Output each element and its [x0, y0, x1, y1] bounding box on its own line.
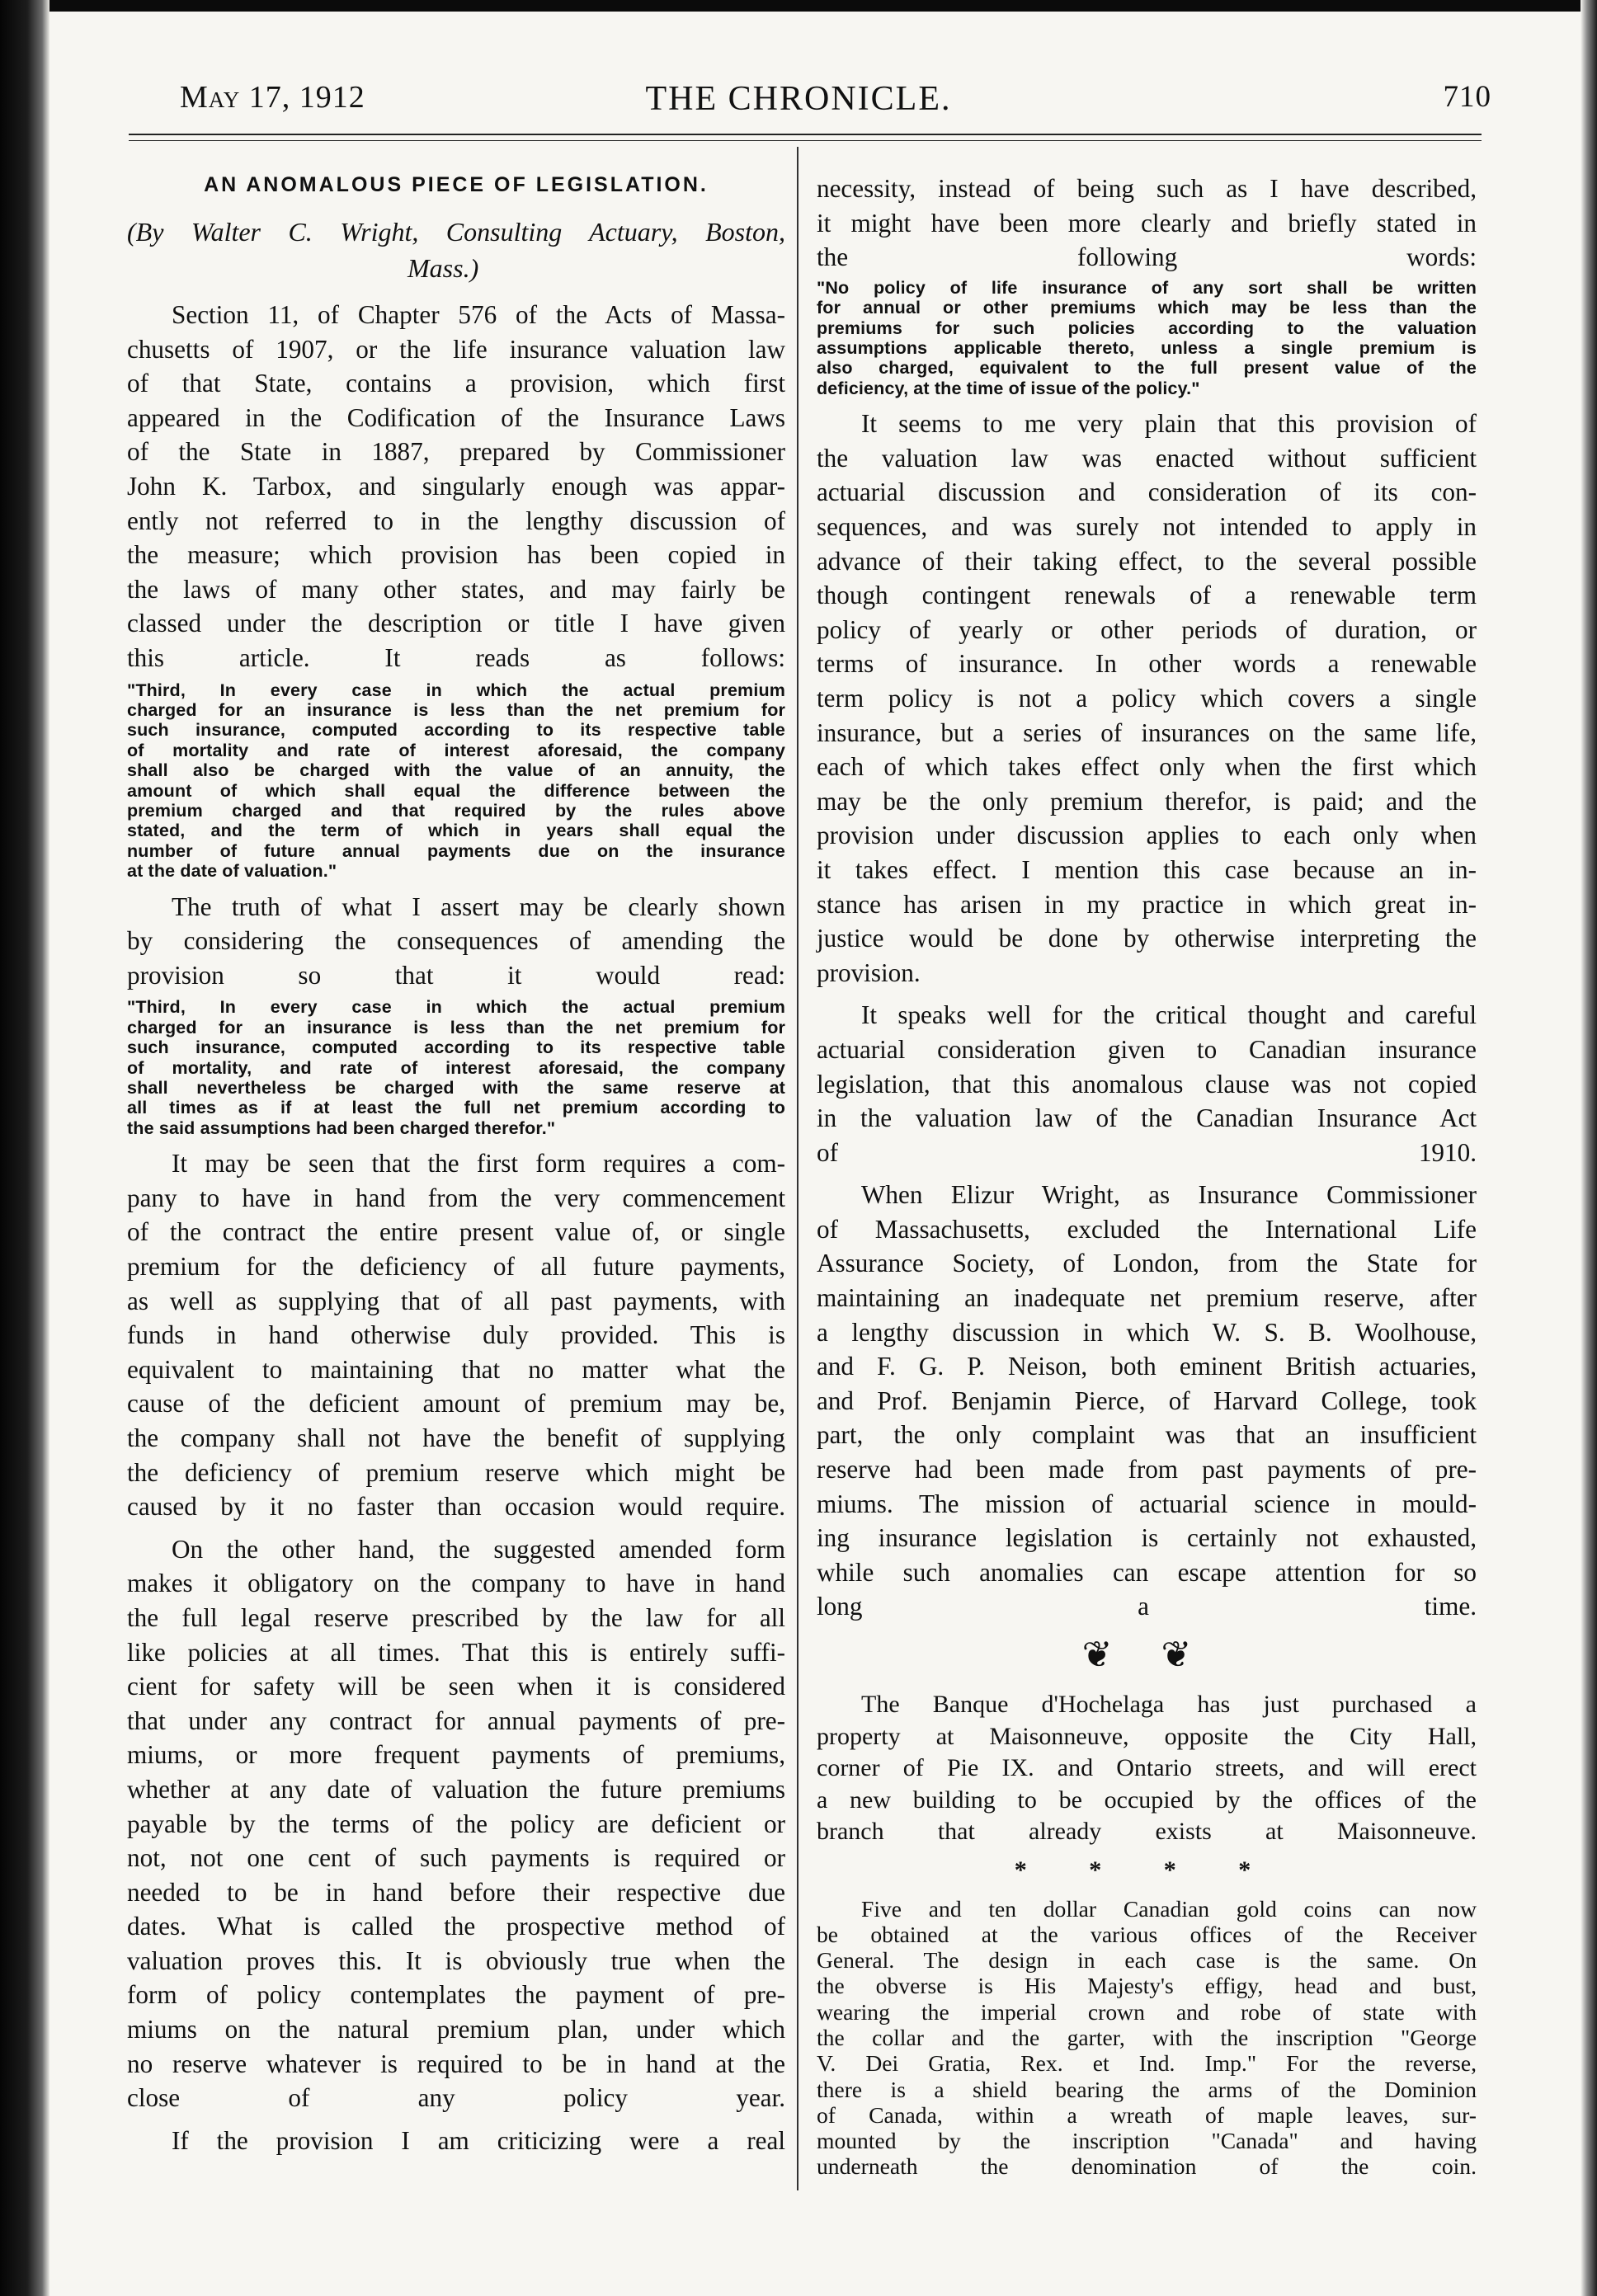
text-line: no reserve whatever is required to be in hand at the	[127, 2049, 785, 2078]
text-line: justice would be done by otherwise interpreting the	[817, 924, 1477, 953]
text-line: shall nevertheless be charged with the same reserve at	[127, 1078, 785, 1098]
text-line: it might have been more clearly and briefly stated in	[817, 208, 1477, 238]
text-line: It seems to me very plain that this provision of	[861, 409, 1477, 439]
text-line: necessity, instead of being such as I have described,	[817, 174, 1477, 203]
section-stars: * * * *	[1014, 1856, 1279, 1884]
text-line: Assurance Society, of London, from the State for	[817, 1249, 1477, 1278]
paragraph-continued	[817, 172, 1477, 275]
text-line: stated, and the term of which in years shall equal the	[127, 821, 785, 841]
text-line: also charged, equivalent to the full present value of the	[817, 358, 1477, 379]
text-line: dates. What is called the prospective method of	[127, 1912, 785, 1941]
text-line: It may be seen that the first form requires a com-	[172, 1149, 785, 1179]
text-line: premium for the deficiency of all future payments,	[127, 1252, 785, 1281]
text-line: stance has arisen in my practice in which great in-	[817, 889, 1477, 919]
text-line: the collar and the garter, with the inscription "George	[817, 2024, 1477, 2050]
text-line: the company shall not have the benefit of supplying	[127, 1423, 785, 1452]
text-line: like policies at all times. That this is entirely suffi-	[127, 1637, 785, 1667]
text-line: in the valuation law of the Canadian Insurance Act	[817, 1103, 1477, 1133]
text-line: V. Dei Gratia, Rex. et Ind. Imp." For the reverse,	[817, 2050, 1477, 2077]
text-line: of Canada, within a wreath of maple leaves, sur-	[817, 2101, 1477, 2128]
section-ornament: ❦ ❦	[1081, 1635, 1212, 1675]
text-line: corner of Pie IX. and Ontario streets, and will erect	[817, 1754, 1477, 1781]
article-title: AN ANOMALOUS PIECE OF LEGISLATION.	[204, 173, 709, 196]
paragraph	[817, 407, 1477, 990]
text-line: property at Maisonneuve, opposite the City Hall,	[817, 1722, 1477, 1750]
text-line: a new building to be occupied by the offices of the	[817, 1786, 1477, 1814]
text-line: General. The design in each case is the same. On	[817, 1947, 1477, 1974]
text-line: branch that already exists at Maisonneuve.	[817, 1818, 1477, 1845]
text-line: the following words:	[817, 242, 1477, 272]
text-line: the laws of many other states, and may fairly be	[127, 574, 785, 604]
text-line: the obverse is His Majesty's effigy, head and bust,	[817, 1973, 1477, 1999]
text-line: of 1910.	[817, 1137, 1477, 1167]
text-line: close of any policy year.	[127, 2083, 785, 2113]
text-line: at the date of valuation."	[127, 861, 337, 882]
text-line: John K. Tarbox, and singularly enough was appar-	[127, 471, 785, 501]
column-divider	[797, 147, 798, 2190]
text-line: ing insurance legislation is certainly not exhausted,	[817, 1523, 1477, 1553]
text-line: of the State in 1887, prepared by Commissioner	[127, 437, 785, 467]
text-line: long a time.	[817, 1592, 1477, 1621]
paragraph	[817, 1178, 1477, 1624]
text-line: term policy is not a policy which covers a single	[817, 683, 1477, 713]
text-line: pany to have in hand from the very commencement	[127, 1183, 785, 1212]
text-line: policy of yearly or other periods of duration, or	[817, 614, 1477, 644]
text-line: It speaks well for the critical thought and careful	[861, 1000, 1477, 1030]
text-line: of the contract the entire present value of, or single	[127, 1217, 785, 1247]
text-line: a lengthy discussion in which W. S. B. Woolhouse,	[817, 1317, 1477, 1347]
text-line: cause of the deficient amount of premium may be,	[127, 1389, 785, 1419]
text-line: miums. The mission of actuarial science in mould-	[817, 1489, 1477, 1518]
text-line: whether at any date of valuation the future premiums	[127, 1774, 785, 1804]
text-line: number of future annual payments due on the insurance	[127, 840, 785, 861]
statute-quote	[127, 680, 785, 882]
text-line: underneath the denomination of the coin.	[817, 2153, 1477, 2180]
text-line: of mortality, and rate of interest aforesaid, the company	[127, 1057, 785, 1078]
text-line: actuarial discussion and consideration of its con-	[817, 478, 1477, 507]
text-line: When Elizur Wright, as Insurance Commissioner	[861, 1180, 1477, 1210]
text-line: premiums for such policies according to the valuation	[817, 318, 1477, 338]
text-line: The Banque d'Hochelaga has just purchased a	[861, 1691, 1477, 1718]
text-line: for annual or other premiums which may be less than the	[817, 298, 1477, 318]
text-line: advance of their taking effect, to the several possible	[817, 546, 1477, 576]
text-line: wearing the imperial crown and robe of state with	[817, 1998, 1477, 2025]
text-line: be obtained at the various offices of the Receiver	[817, 1921, 1477, 1947]
text-line: while such anomalies can escape attention for so	[817, 1557, 1477, 1587]
text-line: this article. It reads as follows:	[127, 642, 785, 672]
scan-edge-top	[0, 0, 1597, 12]
text-line: needed to be in hand before their respective due	[127, 1877, 785, 1907]
amended-quote	[127, 997, 785, 1138]
text-line: reserve had been made from past payments of pre-	[817, 1455, 1477, 1484]
text-line: not, not one cent of such payments is required or	[127, 1843, 785, 1873]
text-line: actuarial consideration given to Canadian insurance	[817, 1034, 1477, 1064]
text-line: makes it obligatory on the company to have in hand	[127, 1569, 785, 1598]
proposed-wording-quote	[817, 278, 1477, 398]
text-line: the full legal reserve prescribed by the law for all	[127, 1602, 785, 1632]
text-line: "Third, In every case in which the actual premium	[127, 997, 785, 1018]
paragraph	[127, 890, 785, 993]
paragraph	[127, 1146, 785, 1524]
text-line: part, the only complaint was that an insufficient	[817, 1420, 1477, 1450]
text-line: miums on the natural premium plan, under which	[127, 2015, 785, 2044]
left-column	[127, 158, 785, 2157]
text-line: and Prof. Benjamin Pierce, of Harvard College, took	[817, 1386, 1477, 1415]
issue-date: May 17, 1912	[180, 80, 365, 115]
article-byline	[127, 214, 785, 286]
text-line: of that State, contains a provision, which first	[127, 369, 785, 398]
text-line: such insurance, computed according to its respective table	[127, 720, 785, 741]
text-line: premium charged and that required by the rules above	[127, 800, 785, 821]
text-line: "Third, In every case in which the actual premium	[127, 680, 785, 700]
text-line: there is a shield bearing the arms of the Dominion	[817, 2076, 1477, 2102]
text-line: and F. G. P. Neison, both eminent British actuaries,	[817, 1352, 1477, 1381]
text-line: insurance, but a series of insurances on the same life,	[817, 718, 1477, 747]
text-line: "No policy of life insurance of any sort shall be written	[817, 277, 1477, 298]
text-line: such insurance, computed according to its respective table	[127, 1037, 785, 1058]
text-line: of Massachusetts, excluded the International Life	[817, 1214, 1477, 1244]
text-line: charged for an insurance is less than the net premium for	[127, 1017, 785, 1037]
scan-edge-right	[1581, 0, 1597, 2296]
text-line: deficiency, at the time of issue of the policy."	[817, 378, 1200, 398]
header-rule-thin	[129, 140, 1482, 141]
text-line: ently not referred to in the lengthy discussion of	[127, 506, 785, 535]
text-line: each of which takes effect only when the first which	[817, 752, 1477, 782]
news-item-hochelaga	[817, 1689, 1477, 1848]
text-line: terms of insurance. In other words a renewable	[817, 649, 1477, 679]
text-line: though contingent renewals of a renewable term	[817, 581, 1477, 610]
text-line: the said assumptions had been charged therefor."	[127, 1117, 556, 1138]
text-line: miums, or more frequent payments of premiums,	[127, 1740, 785, 1770]
text-line: all times as if at least the full net premium according to	[127, 1098, 785, 1118]
text-line: appeared in the Codification of the Insurance Laws	[127, 402, 785, 432]
text-line: payable by the terms of the policy are deficient or	[127, 1809, 785, 1838]
text-line: valuation proves this. It is obviously true when the	[127, 1945, 785, 1975]
text-line: sequences, and was surely not intended to apply in	[817, 512, 1477, 541]
text-line: The truth of what I assert may be clearly shown	[172, 892, 785, 921]
text-line: shall also be charged with the value of an annuity, the	[127, 760, 785, 781]
page-number: 710	[1443, 80, 1491, 114]
text-line: equivalent to maintaining that no matter what the	[127, 1354, 785, 1384]
text-line: by considering the consequences of amending the	[127, 926, 785, 956]
text-line: provision so that it would read:	[127, 960, 785, 990]
text-line: form of policy contemplates the payment of pre-	[127, 1980, 785, 2010]
text-line: caused by it no faster than occasion would require.	[127, 1492, 785, 1522]
text-line: Five and ten dollar Canadian gold coins can now	[861, 1895, 1477, 1922]
news-item-gold-coins	[817, 1896, 1477, 2180]
text-line: legislation, that this anomalous clause was not copied	[817, 1069, 1477, 1099]
text-line: the deficiency of premium reserve which might be	[127, 1457, 785, 1487]
text-line: charged for an insurance is less than the net premium for	[127, 699, 785, 720]
text-line: may be the only premium therefor, is paid; and the	[817, 786, 1477, 816]
text-line: maintaining an inadequate net premium reserve, after	[817, 1283, 1477, 1313]
right-column	[817, 158, 1477, 2180]
text-line: assumptions applicable thereto, unless a single premium is	[817, 338, 1477, 358]
journal-title: THE CHRONICLE.	[645, 80, 952, 118]
scan-edge-left	[0, 0, 49, 2296]
text-line: chusetts of 1907, or the life insurance valuation law	[127, 334, 785, 364]
text-line: If the provision I am criticizing were a real	[172, 2125, 785, 2155]
text-line: the measure; which provision has been copied in	[127, 540, 785, 570]
text-line: amount of which shall equal the difference between the	[127, 780, 785, 801]
text-line: as well as supplying that of all past payments, with	[127, 1286, 785, 1315]
text-line: mounted by the inscription "Canada" and having	[817, 2128, 1477, 2154]
text-line: provision under discussion applies to each only when	[817, 821, 1477, 850]
paragraph	[817, 998, 1477, 1169]
paragraph	[127, 1532, 785, 2115]
text-line: it takes effect. I mention this case because an in-	[817, 854, 1477, 884]
paragraph	[127, 2124, 785, 2158]
text-line: Section 11, of Chapter 576 of the Acts of Massa-	[172, 300, 785, 329]
text-line: of mortality and rate of interest aforesaid, the company	[127, 740, 785, 760]
text-line: On the other hand, the suggested amended form	[172, 1534, 785, 1564]
byline-line: Mass.)	[407, 253, 479, 283]
text-line: provision.	[817, 957, 921, 987]
text-line: classed under the description or title I have given	[127, 609, 785, 638]
header-rule	[129, 134, 1482, 135]
text-line: the valuation law was enacted without sufficient	[817, 443, 1477, 473]
text-line: that under any contract for annual payments of pre-	[127, 1706, 785, 1735]
text-line: funds in hand otherwise duly provided. This is	[127, 1320, 785, 1350]
byline-line: (By Walter C. Wright, Consulting Actuary, Boston,	[127, 217, 785, 247]
paragraph	[127, 298, 785, 675]
text-line: cient for safety will be seen when it is considered	[127, 1672, 785, 1701]
